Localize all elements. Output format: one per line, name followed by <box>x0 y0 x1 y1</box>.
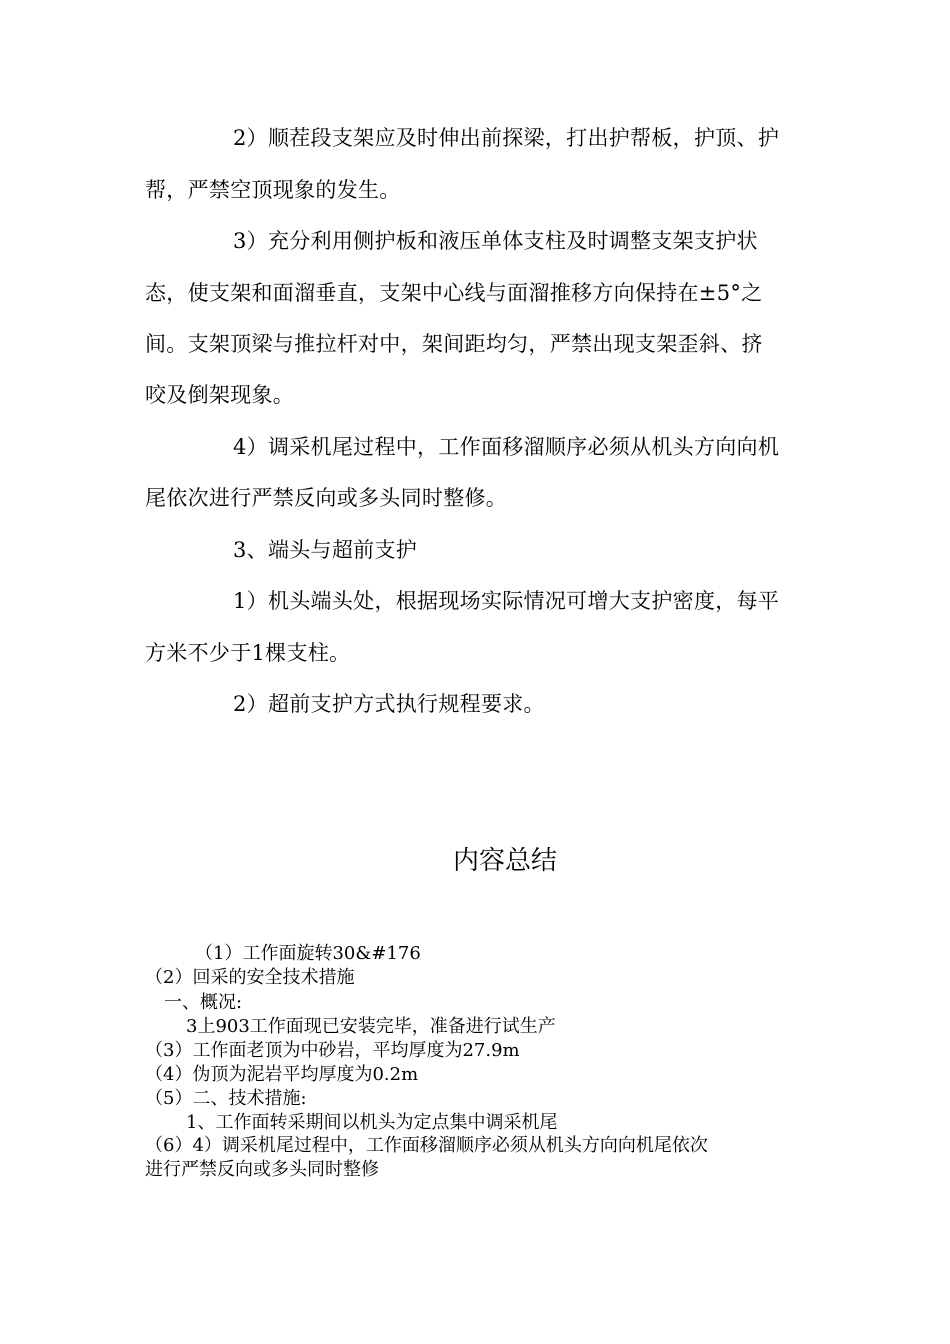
summary-line: 3上903工作面现已安装完毕，准备进行试生产 <box>186 1016 556 1037</box>
summary-line: （5）二、技术措施: <box>145 1088 307 1109</box>
summary-title: 内容总结 <box>452 846 557 876</box>
body-line: 态，使支架和面溜垂直，支架中心线与面溜推移方向保持在±5°之 <box>145 281 763 305</box>
body-line: 1）机头端头处，根据现场实际情况可增大支护密度，每平 <box>233 589 780 613</box>
summary-line: 1、工作面转采期间以机头为定点集中调采机尾 <box>186 1112 558 1133</box>
summary-line: （2）回采的安全技术措施 <box>145 967 355 988</box>
body-line: 方米不少于1棵支柱。 <box>145 641 351 665</box>
summary-line: 进行严禁反向或多头同时整修 <box>145 1159 379 1180</box>
body-line: 尾依次进行严禁反向或多头同时整修。 <box>145 486 508 510</box>
summary-line: （4）伪顶为泥岩平均厚度为0.2m <box>145 1064 419 1085</box>
body-line: 间。支架顶梁与推拉杆对中，架间距均匀，严禁出现支架歪斜、挤 <box>145 332 763 356</box>
summary-line: 一、概况: <box>164 992 243 1013</box>
body-line: 咬及倒架现象。 <box>145 383 295 407</box>
body-line: 帮，严禁空顶现象的发生。 <box>145 178 401 202</box>
body-line: 2）顺茬段支架应及时伸出前探梁，打出护帮板，护顶、护 <box>233 126 780 150</box>
body-line: 4）调采机尾过程中，工作面移溜顺序必须从机头方向向机 <box>233 435 780 459</box>
body-line: 2）超前支护方式执行规程要求。 <box>233 692 545 716</box>
summary-line: （6）4）调采机尾过程中，工作面移溜顺序必须从机头方向向机尾依次 <box>145 1135 708 1156</box>
body-line: 3、端头与超前支护 <box>233 538 418 562</box>
summary-line: （1）工作面旋转30&#176 <box>195 943 421 964</box>
summary-line: （3）工作面老顶为中砂岩，平均厚度为27.9m <box>145 1040 520 1061</box>
body-line: 3）充分利用侧护板和液压单体支柱及时调整支架支护状 <box>233 229 758 253</box>
